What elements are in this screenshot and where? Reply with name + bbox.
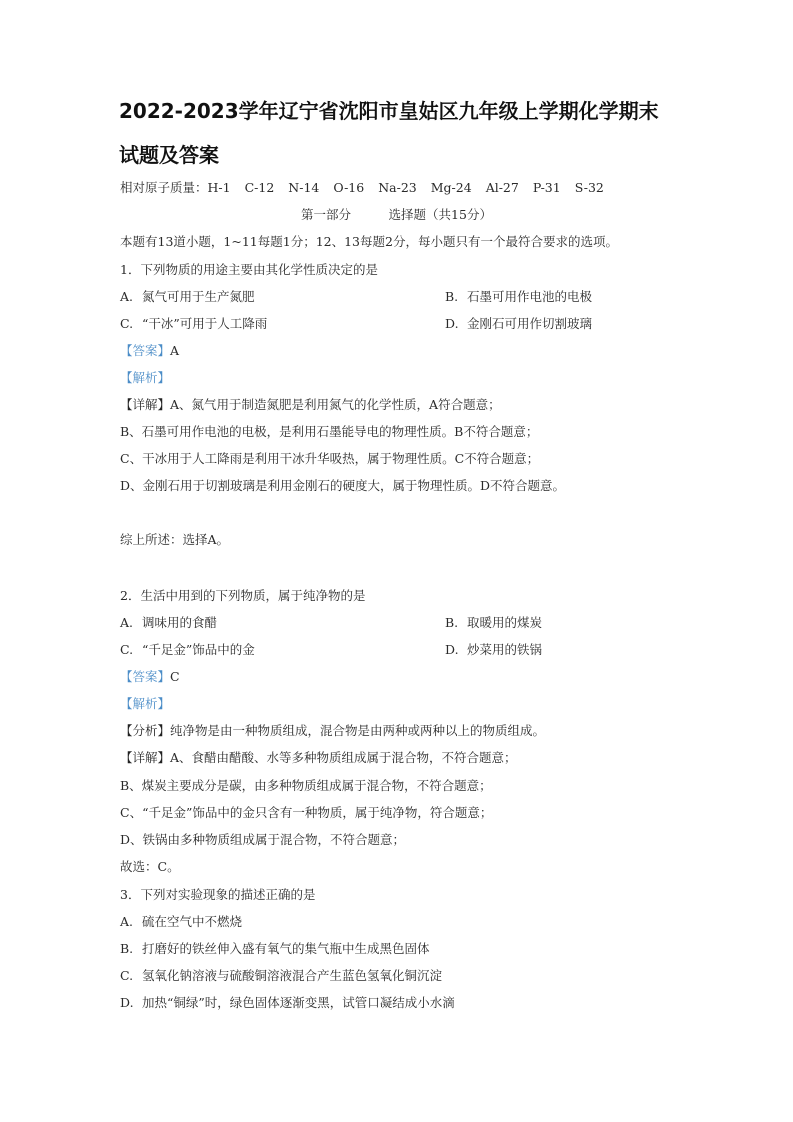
question-1-detail-d: D、金刚石用于切割玻璃是利用金刚石的硬度大，属于物理性质。D不符合题意。 [120, 478, 566, 493]
atomic-mass: S-32 [574, 180, 604, 195]
question-3-stem: 3．下列对实验现象的描述正确的是 [120, 887, 316, 902]
atomic-masses-label: 相对原子质量： [120, 180, 208, 195]
question-2-stem: 2．生活中用到的下列物质，属于纯净物的是 [120, 588, 366, 603]
question-3-option-d: D. 加热“铜绿”时，绿色固体逐渐变黑，试管口凝结成小水滴 [120, 995, 455, 1010]
question-2-analyze: 【分析】纯净物是由一种物质组成，混合物是由两种或两种以上的物质组成。 [120, 723, 546, 738]
question-2-detail-d: D、铁锅由多种物质组成属于混合物，不符合题意； [120, 832, 406, 847]
question-1-option-c: C. “干冰”可用于人工降雨 [120, 316, 268, 331]
question-1-analysis-tag: 【解析】 [120, 370, 171, 385]
question-3-option-a: A. 硫在空气中不燃烧 [120, 914, 243, 929]
question-1-conclusion: 综上所述：选择A。 [120, 532, 230, 547]
question-2-conclusion: 故选：C。 [120, 859, 180, 874]
section-heading: 第一部分 选择题（共15分） [301, 207, 492, 222]
question-3-option-b: B. 打磨好的铁丝伸入盛有氧气的集气瓶中生成黑色固体 [120, 941, 430, 956]
document-title-line-2: 试题及答案 [119, 143, 219, 167]
question-2-detail-c: C、“千足金”饰品中的金只含有一种物质，属于纯净物，符合题意； [120, 805, 493, 820]
atomic-mass: H-1 [207, 180, 231, 195]
question-2-option-b: B. 取暖用的煤炭 [445, 615, 543, 630]
question-2-option-a: A. 调味用的食醋 [120, 615, 218, 630]
atomic-mass: P-31 [532, 180, 561, 195]
instructions: 本题有13道小题，1~11每题1分；12、13每题2分，每小题只有一个最符合要求的选项。 [120, 234, 618, 249]
document-title-line-1: 2022-2023学年辽宁省沈阳市皇姑区九年级上学期化学期末 [119, 99, 659, 123]
answer-tag: 【答案】 [120, 669, 171, 684]
atomic-mass: N-14 [288, 180, 320, 195]
atomic-mass: O-16 [333, 180, 365, 195]
atomic-mass: Na-23 [378, 180, 417, 195]
question-1-option-d: D. 金刚石可用作切割玻璃 [445, 316, 593, 331]
atomic-mass: C-12 [244, 180, 275, 195]
question-2-option-d: D. 炒菜用的铁锅 [445, 642, 543, 657]
question-1-option-b: B. 石墨可用作电池的电极 [445, 289, 593, 304]
question-1-detail-b: B、石墨可用作电池的电极，是利用石墨能导电的物理性质。B不符合题意； [120, 424, 539, 439]
atomic-mass: Al-27 [485, 180, 519, 195]
question-2-analysis-tag: 【解析】 [120, 696, 171, 711]
answer-tag: 【答案】 [120, 343, 171, 358]
atomic-masses [120, 179, 618, 197]
question-1-answer: 【答案】A [120, 343, 180, 358]
question-1-stem: 1．下列物质的用途主要由其化学性质决定的是 [120, 262, 378, 277]
question-1-option-a: A. 氮气可用于生产氮肥 [120, 289, 255, 304]
question-2-answer: 【答案】C [120, 669, 180, 684]
question-3-option-c: C. 氢氧化钠溶液与硫酸铜溶液混合产生蓝色氢氧化铜沉淀 [120, 968, 443, 983]
question-2-detail-a: 【详解】A、食醋由醋酸、水等多种物质组成属于混合物，不符合题意； [120, 750, 517, 765]
question-1-detail-a: 【详解】A、氮气用于制造氮肥是利用氮气的化学性质，A符合题意； [120, 397, 501, 412]
question-1-detail-c: C、干冰用于人工降雨是利用干冰升华吸热，属于物理性质。C不符合题意； [120, 451, 540, 466]
question-2-option-c: C. “千足金”饰品中的金 [120, 642, 255, 657]
question-2-detail-b: B、煤炭主要成分是碳，由多种物质组成属于混合物，不符合题意； [120, 778, 492, 793]
atomic-mass: Mg-24 [430, 180, 472, 195]
